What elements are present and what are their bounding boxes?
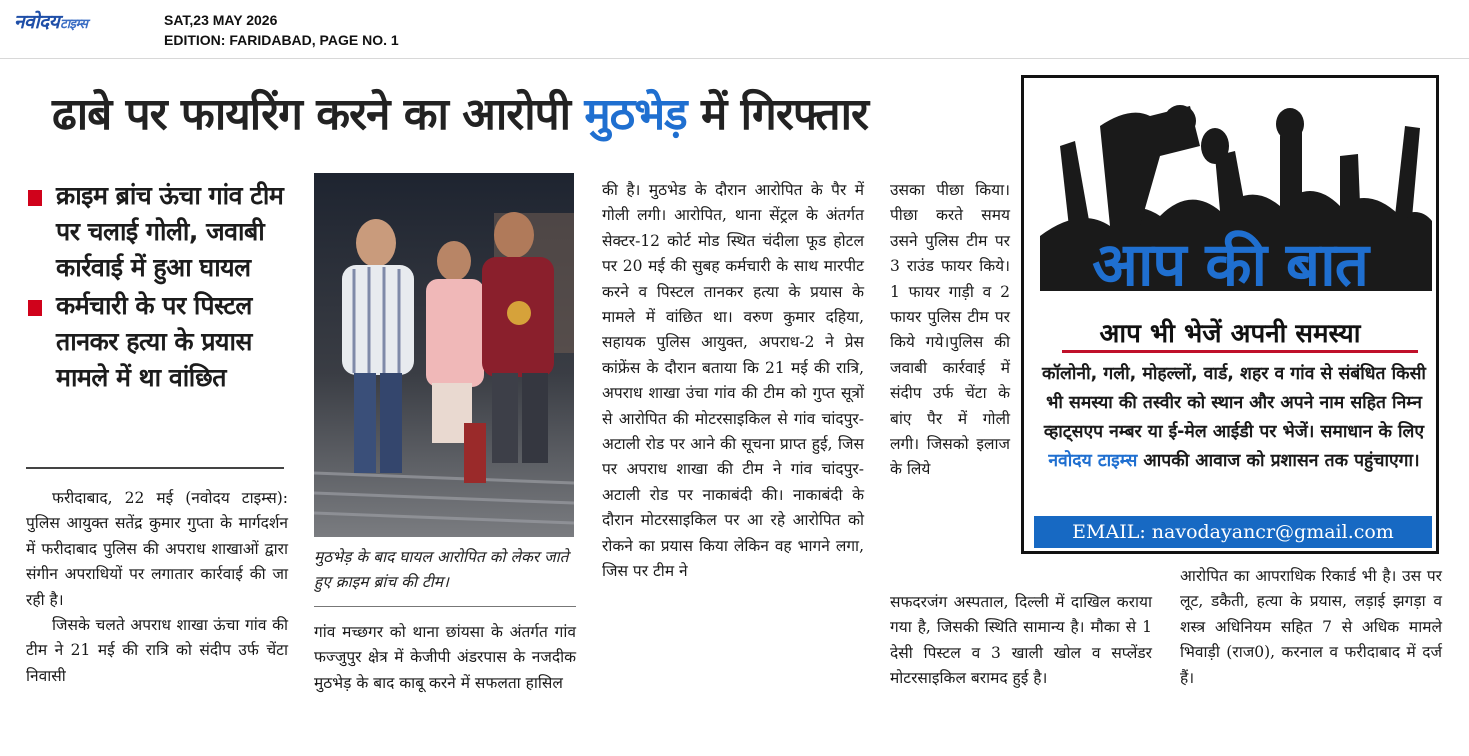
paragraph: फरीदाबाद, 22 मई (नवोदय टाइम्स): पुलिस आयुक्त सतेंद्र कुमार गुप्ता के मार्गदर्शन में फरीदाबाद पुलिस की अपराध शाखाओं द्वारा संगीन अपराधियों पर लगातार कार्रवाई की जा रही है। (26, 489, 288, 609)
police-escort-photo-icon (314, 173, 574, 537)
aap-ki-baat-subtitle: आप भी भेजें अपनी समस्या (1099, 319, 1361, 349)
bullet-item (26, 288, 288, 396)
logo-main-text: नवोदय (14, 11, 60, 33)
aap-ki-baat-title: आप की बात (1092, 230, 1368, 300)
news-photo[interactable] (314, 173, 574, 537)
bullet-text: क्राइम ब्रांच ऊंचा गांव टीम पर चलाई गोली, जवाबी कार्रवाई में हुआ घायल (56, 181, 284, 282)
headline-highlight: मुठभेड़ (584, 89, 687, 140)
paragraph: गांव मच्छगर को थाना छांयसा के अंतर्गत गांव फज्जुपुर क्षेत्र में केजीपी अंडरपास के नजदीक मुठभेड़ के बाद काबू करने में सफलता हासिल (314, 623, 576, 692)
paragraph: जिसके चलते अपराध शाखा ऊंचा गांव की टीम ने 21 मई की रात्रि को संदीप उर्फ चेंटा निवासी (26, 616, 288, 685)
divider (314, 606, 576, 607)
brand-name: नवोदय टाइम्स (1048, 451, 1138, 471)
issue-date: SAT,23 MAY 2026 (164, 12, 278, 28)
aap-ki-baat-description (1036, 360, 1432, 476)
subheadline-bullets (26, 178, 288, 398)
red-square-icon (28, 190, 42, 206)
aap-ki-baat-box (1021, 75, 1439, 554)
description-text-end: आपकी आवाज को प्रशासन तक पहुंचाएगा। (1137, 451, 1420, 471)
photo-caption: मुठभेड़ के बाद घायल आरोपित को लेकर जाते हुए क्राइम ब्रांच की टीम। (314, 548, 569, 591)
divider (26, 467, 284, 469)
paragraph: सफदरजंग अस्पताल, दिल्ली में दाखिल कराया गया है, जिसकी स्थिति सामान्य है। मौका से 1 देसी पिस्टल व 3 खाली खोल व सप्लेंडर मोटरसाइकिल बरामद हुई है। (890, 593, 1152, 688)
article-column-2 (314, 620, 576, 696)
headline-part-1: ढाबे पर फायरिंग करने का आरोपी (52, 89, 585, 140)
article-column-3 (602, 178, 864, 585)
newspaper-logo[interactable] (14, 8, 87, 34)
edition-info: EDITION: FARIDABAD, PAGE NO. 1 (164, 32, 399, 48)
paragraph: की है। मुठभेड के दौरान आरोपित के पैर में गोली लगी। आरोपित, थाना सेंट्रल के अंतर्गत सेक्टर-12 कोर्ट मोड स्थित चंदीला फूड होटल पर 20 मई की सुबह कर्मचारी के साथ मारपीट करने व पिस्टल तानकर हत्या के प्रयास के मामले में वांछित था। वरुण कुमार दहिया, सहायक पुलिस आयुक्त, अपराध-2 ने प्रेस कांफ्रेंस के दौरान बताया कि 21 मई की रात्रि, अपराध शाखा उंचा गांव की टीम को गुप्त सूत्रों से आरोपित की मोटरसाइकिल से गांव चांदपुर-अटाली रोड पर आने की सूचना प्राप्त हुई, जिस पर अपराध शाखा की टीम ने गांव चांदपुर-अटाली रोड पर नाकाबंदी की। नाकाबंदी के दौरान मोटरसाइकिल पर आ रहे आरोपित को रोकने का प्रयास किया लेकिन वह भागने लगा, जिस पर टीम ने (602, 181, 864, 581)
paragraph: आरोपित का आपराधिक रिकार्ड भी है। उस पर लूट, डकैती, हत्या के प्रयास, लड़ाई झगड़ा व शस्त्र अधिनियम सहित 7 से अधिक मामले भिवाड़ी (राज0), करनाल व फरीदाबाद में दर्ज हैं। (1180, 567, 1442, 687)
article-column-4 (890, 178, 1010, 483)
description-text: कॉलोनी, गली, मोहल्लों, वार्ड, शहर व गांव से संबंधित किसी भी समस्या की तस्वीर को स्थान और अपने नाम सहित निम्न व्हाट्सएप नम्बर या ई-मेल आईडी पर भेजें। समाधान के लिए (1042, 364, 1426, 442)
article-column-5 (1180, 564, 1442, 691)
red-underline (1062, 350, 1418, 353)
paragraph: उसका पीछा किया। पीछा करते समय उसने पुलिस टीम पर 3 राउंड फायर किये। 1 फायर गाड़ी व 2 फायर पुलिस टीम पर किये गये।पुलिस की जवाबी कार्रवाई में संदीप उर्फ चेंटा के बांए पैर में गोली लगी। जिसको इलाज के लिये (890, 181, 1010, 479)
bullet-text: कर्मचारी के पर पिस्टल तानकर हत्या के प्रयास मामले में था वांछित (56, 291, 252, 392)
red-square-icon (28, 300, 42, 316)
edition-meta (164, 10, 399, 50)
article-column-4-bottom (890, 590, 1152, 692)
masthead-bar (0, 0, 1469, 59)
bullet-item (26, 178, 288, 286)
email-banner[interactable]: EMAIL: navodayancr@gmail.com (1034, 516, 1432, 548)
logo-sub-text: टाइम्स (60, 17, 88, 32)
article-column-1 (26, 486, 288, 689)
article-headline (52, 86, 868, 144)
headline-part-2: में गिरफ्तार (686, 89, 869, 140)
